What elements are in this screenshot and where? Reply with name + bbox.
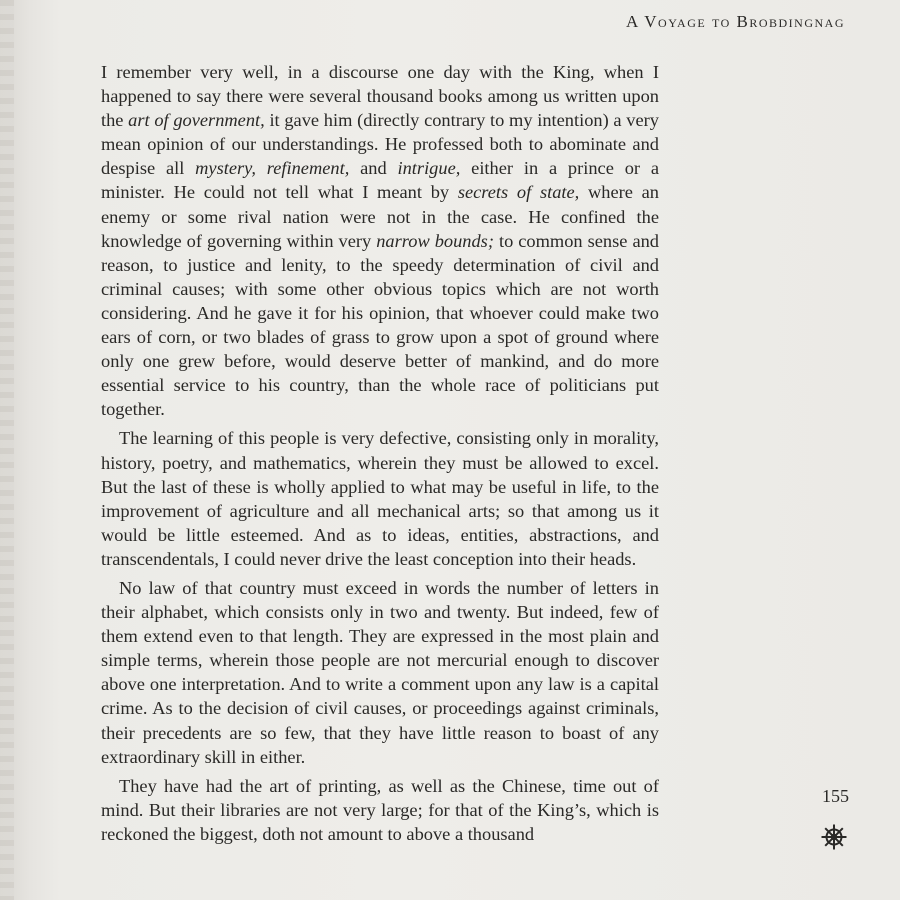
text-run: it gave him (directly contrary to my intention) a very mean opinion of our understandings. He professed both to abominate and despise all [101, 110, 659, 179]
running-head: A Voyage to Brobdingnag [625, 12, 845, 31]
text-run: I remember very well, in a discourse one day with the King, when I happened to say there were several thousand books among us written upon the [101, 62, 659, 131]
paragraph [101, 774, 659, 846]
text-run: to common sense and reason, to justice and lenity, to the speedy determination of civil and criminal causes; with some other obvious topics which are not worth considering. And he gave it for his opinion, that whoever could make two ears of corn, or two blades of grass to grow upon a spot of ground where only one grew before, would deserve better of mankind, and do more essential service to his country, than the whole race of politicians put together. [101, 230, 659, 420]
italic-text: secrets of state, [457, 182, 580, 203]
italic-text: art of government, [128, 110, 265, 131]
text-run: where an enemy or some rival nation were not in the case. He confined the knowledge of governing within very [101, 182, 660, 251]
text-run: No law of that country must exceed in words the number of letters in their alphabet, which consists only in two and twenty. But indeed, few of them extend even to that length. They are expressed in the most plain and simple terms, wherein those people are not mercurial enough to discover above one interpretation. And to write a comment upon any law is a capital crime. As to the decision of civil causes, or proceedings against criminals, their precedents are so few, that they have little reason to boast of any extraordinary skill in either. [101, 577, 659, 767]
text-run: either in a prince or a minister. He could not tell what I meant by [101, 158, 659, 203]
page-number: 155 [822, 786, 849, 806]
text-run: They have had the art of printing, as well as the Chinese, time out of mind. But their libraries are not very large; for that of the King’s, which is reckoned the biggest, doth not amount to above a thousand [101, 775, 659, 844]
paragraph [101, 60, 659, 421]
italic-text: intrigue, [397, 158, 461, 179]
body-text [101, 60, 659, 851]
italic-text: narrow bounds; [376, 230, 494, 251]
text-run: The learning of this people is very defective, consisting only in morality, history, poetry, and mathematics, wherein they must be allowed to excel. But the last of these is wholly applied to what may be useful in life, to the improvement of agriculture and all mechanical arts; so that among us it would be little esteemed. And as to ideas, entities, abstractions, and transcendentals, I could never drive the least conception into their heads. [101, 428, 659, 569]
paragraph [101, 576, 659, 769]
italic-text: mystery, refinement, [195, 158, 350, 179]
page-gutter [0, 0, 14, 900]
ship-wheel-icon [820, 823, 848, 851]
text-run: and [349, 158, 398, 179]
paragraph [101, 426, 659, 571]
